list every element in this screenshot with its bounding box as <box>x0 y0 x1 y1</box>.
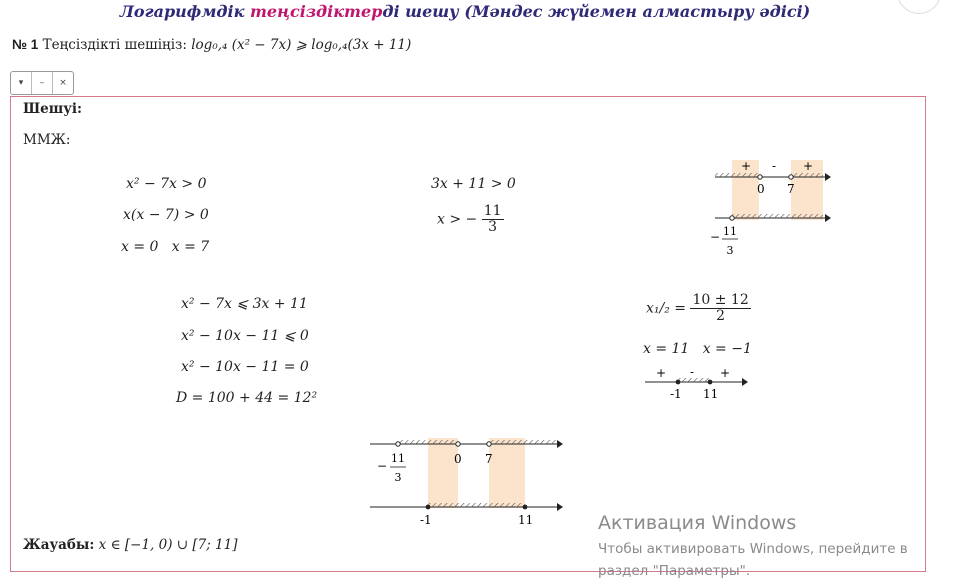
open-point-7 <box>487 442 491 446</box>
closed-point-11 <box>708 380 713 385</box>
open-point-minus-11-3 <box>730 216 734 220</box>
windows-activation-title: Активация Windows <box>598 512 797 534</box>
tick-label-0: 0 <box>757 182 765 196</box>
eq-3-1: x² − 7x ⩽ 3x + 11 <box>181 296 308 312</box>
sign-plus: + <box>741 159 752 173</box>
odz-label: ММЖ: <box>23 132 71 148</box>
closed-point-11 <box>523 505 528 510</box>
tick-frac-den: 3 <box>726 244 734 257</box>
roots-lhs: x₁/₂ = <box>646 300 687 317</box>
dropdown-icon[interactable]: ▾ <box>11 72 32 94</box>
sign-minus: - <box>772 159 777 173</box>
task-text: Теңсіздікті шешіңіз: <box>42 37 187 53</box>
eq-1-3: x = 0 x = 7 <box>121 239 210 255</box>
tick-label-minus1: -1 <box>420 513 432 527</box>
tick-sign: − <box>710 230 721 244</box>
answer <box>23 537 238 553</box>
open-point-minus-11-3 <box>396 442 400 446</box>
shade-region <box>489 438 525 508</box>
title-part1: Логарифмдік <box>119 2 250 21</box>
fraction: $\frac{10 \pm 12}{2}$ <box>692 292 749 324</box>
tick-label-7: 7 <box>787 182 795 196</box>
eq-3-2: x² − 10x − 11 ⩽ 0 <box>181 328 309 344</box>
number-line-combined <box>365 432 575 532</box>
close-icon[interactable]: × <box>59 78 67 88</box>
tick-frac-num: 11 <box>723 225 737 238</box>
sign-plus: + <box>720 367 731 380</box>
eq-2-2 <box>437 204 504 235</box>
minimize-icon[interactable]: – <box>32 72 53 94</box>
tick-label-11: 11 <box>703 387 719 401</box>
open-point-0 <box>758 175 762 179</box>
open-point-7 <box>789 175 793 179</box>
title-part2: ді шешу (Мәндес жүйемен алмастыру әдісі) <box>382 2 811 21</box>
solution-toolbar <box>10 71 74 95</box>
open-point-0 <box>456 442 460 446</box>
eq-4-2: x = 11 x = −1 <box>643 341 752 357</box>
windows-activation-text-2: раздел "Параметры". <box>598 563 751 579</box>
tick-frac-num: 11 <box>391 452 405 465</box>
tick-label-7: 7 <box>485 452 493 466</box>
eq-3-3: x² − 10x − 11 = 0 <box>181 359 309 375</box>
closed-point-minus1 <box>676 380 681 385</box>
eq-2-2-prefix: x > − <box>437 211 478 228</box>
tick-label-minus1: -1 <box>670 387 682 401</box>
sign-plus: + <box>656 367 667 380</box>
task-inequality: log₀,₄ (x² − 7x) ⩾ log₀,₄(3x + 11) <box>191 37 412 53</box>
sign-plus: + <box>803 159 814 173</box>
tick-label-0: 0 <box>454 452 462 466</box>
eq-1-1: x² − 7x > 0 <box>126 176 207 192</box>
number-line-roots <box>640 367 755 407</box>
fraction: $\frac{11}{3}$ <box>483 203 502 235</box>
eq-2-1: 3x + 11 > 0 <box>431 176 516 192</box>
eq-1-2: x(x − 7) > 0 <box>123 207 209 223</box>
answer-label: Жауабы: <box>23 537 95 553</box>
closed-point-minus1 <box>426 505 431 510</box>
task-statement <box>12 37 411 53</box>
shade-region <box>428 438 458 508</box>
page-title <box>0 2 930 21</box>
tick-frac-den: 3 <box>394 471 402 484</box>
tick-sign: − <box>377 459 388 473</box>
task-number: № 1 <box>12 37 39 52</box>
title-highlight: теңсіздіктер <box>250 2 383 21</box>
solution-heading: Шешуі: <box>23 101 82 117</box>
sign-minus: - <box>690 367 695 379</box>
eq-4-1 <box>646 293 751 324</box>
windows-activation-text: Чтобы активировать Windows, перейдите в <box>598 541 908 557</box>
answer-value: x ∈ [−1, 0) ∪ [7; 11] <box>98 537 238 553</box>
number-line-odz <box>705 157 840 262</box>
eq-3-4: D = 100 + 44 = 12² <box>176 390 318 406</box>
tick-label-11: 11 <box>518 513 534 527</box>
